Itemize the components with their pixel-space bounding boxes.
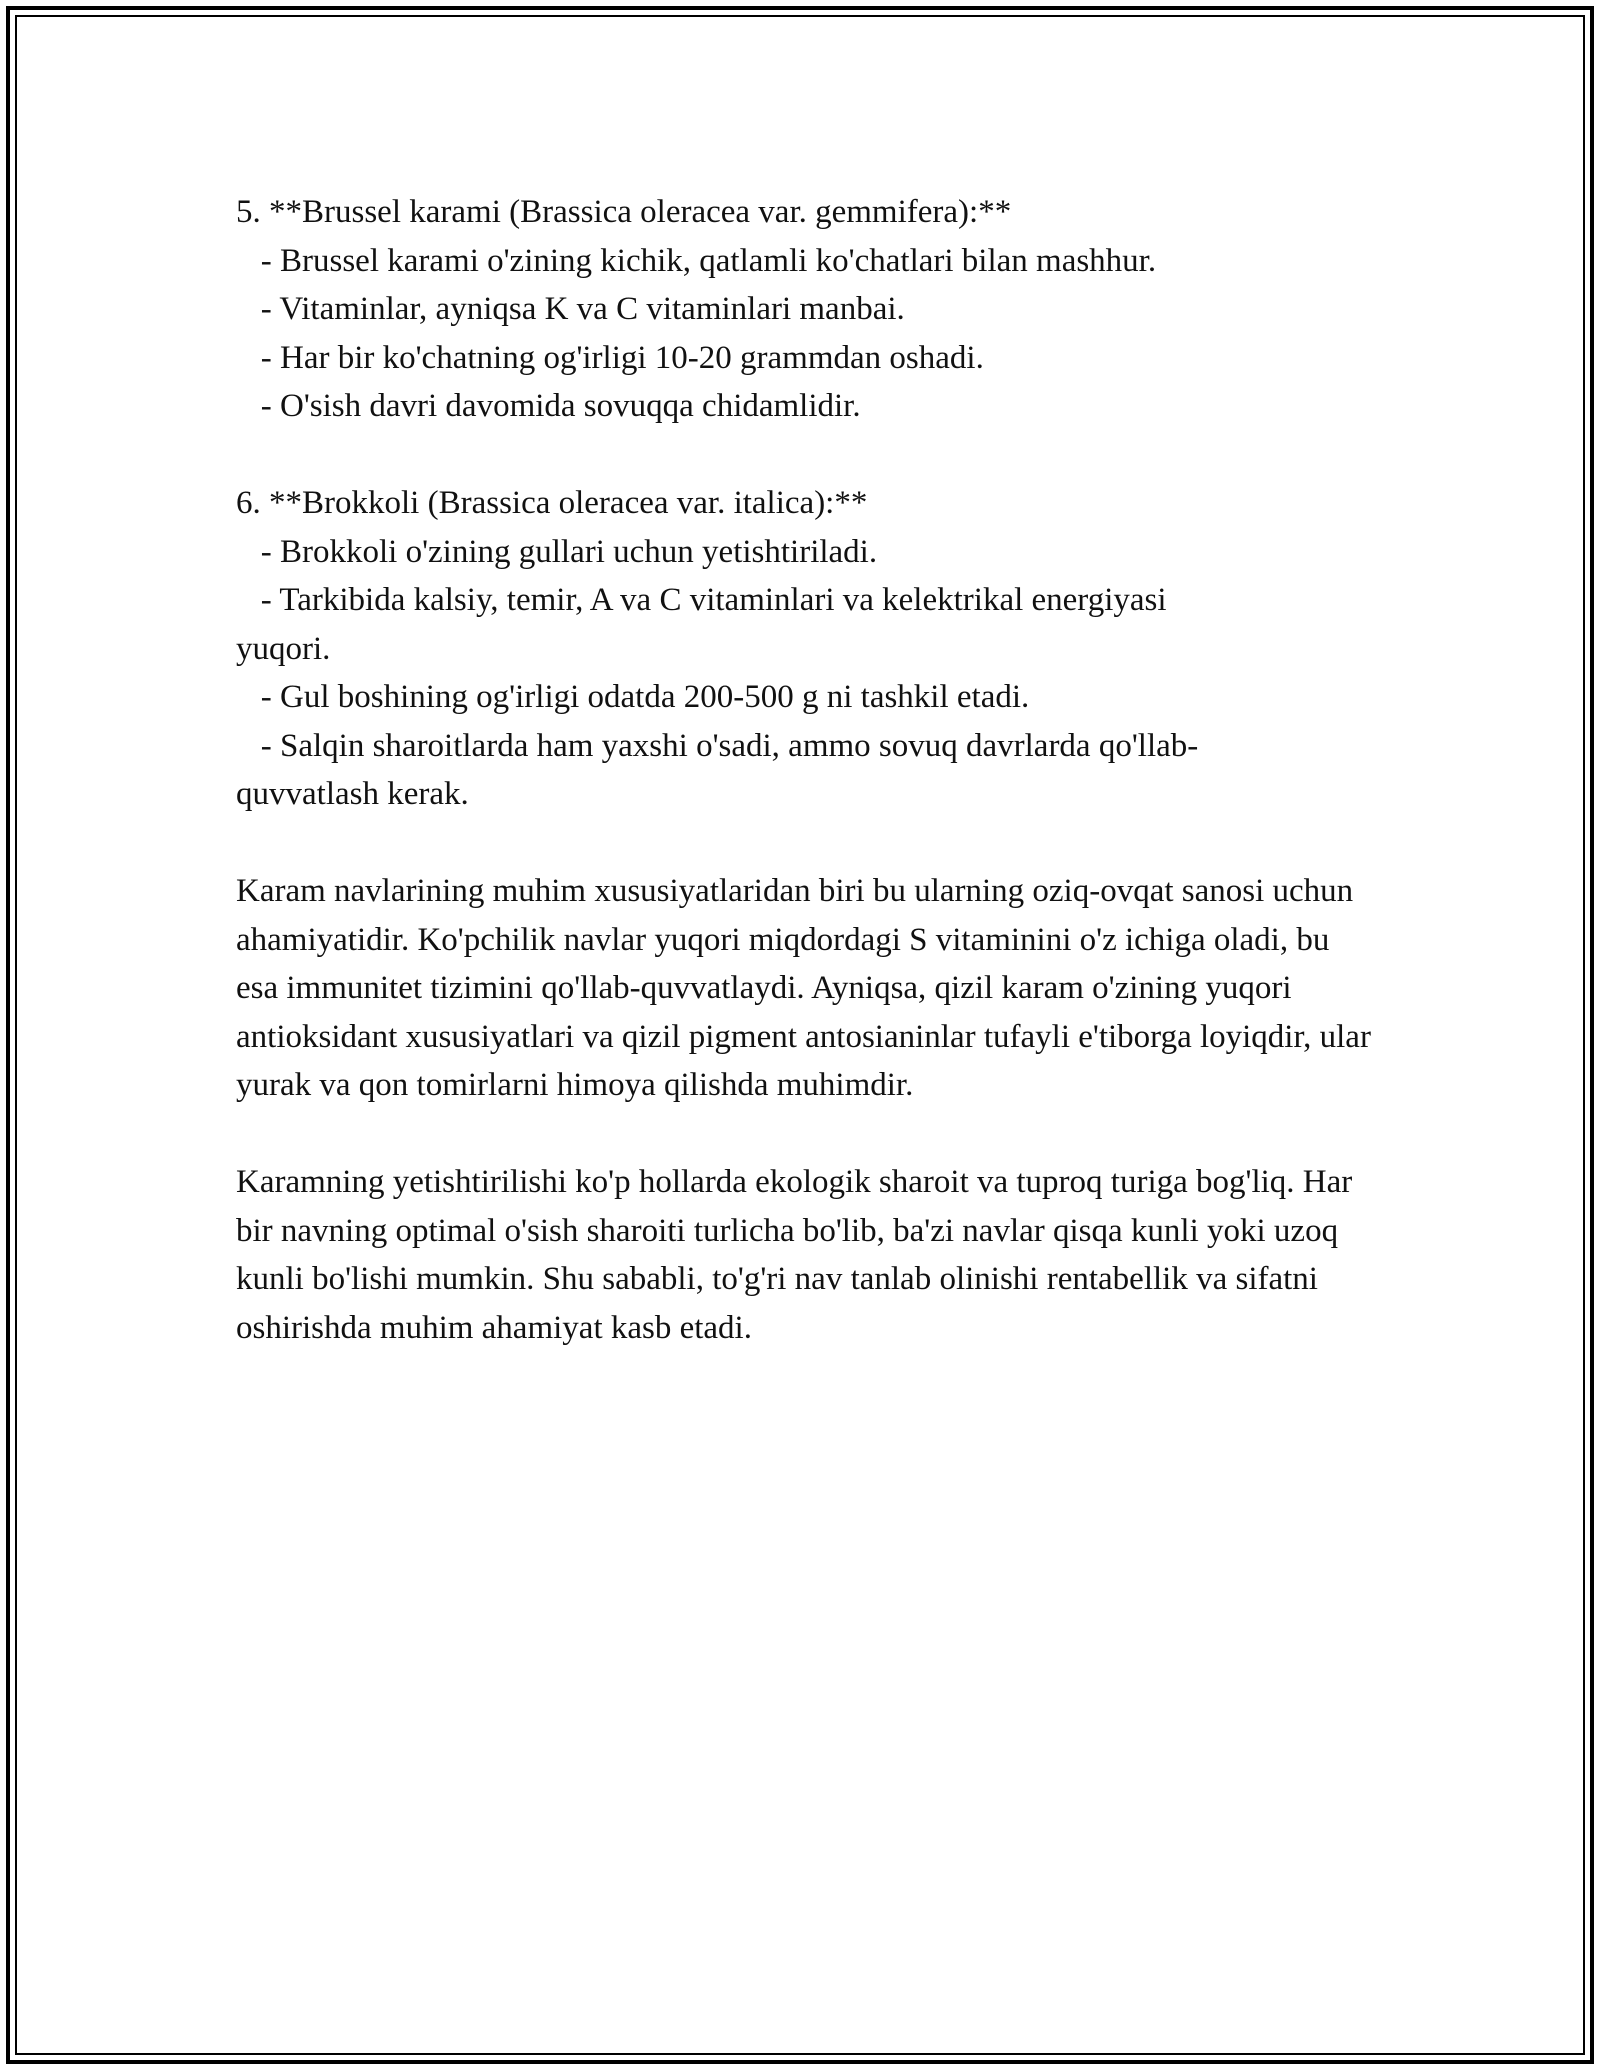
bullet-item: - Gul boshining og'irligi odatda 200-500 g ni tashkil etadi. <box>236 679 1030 715</box>
document-body <box>236 188 1376 1352</box>
bullet-item: - Tarkibida kalsiy, temir, A va C vitaminlari va kelektrikal energiyasi <box>236 582 1167 618</box>
bullet-item-continuation: quvvatlash kerak. <box>236 776 469 812</box>
bullet-item: - Brussel karami o'zining kichik, qatlamli ko'chatlari bilan mashhur. <box>236 242 1157 279</box>
section-brokkoli <box>236 479 1376 819</box>
spacer <box>236 431 1376 480</box>
bullet-item: - Har bir ko'chatning og'irligi 10-20 grammdan oshadi. <box>236 339 984 376</box>
spacer <box>236 819 1376 868</box>
body-paragraph: Karam navlarining muhim xususiyatlaridan biri bu ularning oziq-ovqat sanosi uchun ahamiyatidir. Ko'pchilik navlar yuqori miqdordagi S vitaminini o'z ichiga oladi, bu esa immunitet tizimini qo'llab-quvvatlaydi. Ayniqsa, qizil karam o'zining yuqori antioksidant xususiyatlari va qizil pigment antosianinlar tufayli e'tiborga loyiqdir, ular yurak va qon tomirlarni himoya qilishda muhimdir. <box>236 873 1371 1103</box>
bullet-item-continuation: yuqori. <box>236 630 331 667</box>
section-heading: 6. **Brokkoli (Brassica oleracea var. italica):** <box>236 485 868 521</box>
bullet-item: - O'sish davri davomida sovuqqa chidamlidir. <box>236 388 861 424</box>
spacer <box>236 1110 1376 1159</box>
body-paragraph: Karamning yetishtirilishi ko'p hollarda ekologik sharoit va tuproq turiga bog'liq. Har bir navning optimal o'sish sharoiti turlicha bo'lib, ba'zi navlar qisqa kunli yoki uzoq kunli bo'lishi mumkin. Shu sababli, to'g'ri nav tanlab olinishi rentabellik va sifatni oshirishda muhim ahamiyat kasb etadi. <box>236 1164 1353 1346</box>
bullet-item: - Vitaminlar, ayniqsa K va C vitaminlari manbai. <box>236 291 905 327</box>
section-heading: 5. **Brussel karami (Brassica oleracea var. gemmifera):** <box>236 194 1012 230</box>
section-brussel-karami <box>236 188 1376 431</box>
bullet-item: - Salqin sharoitlarda ham yaxshi o'sadi, ammo sovuq davrlarda qo'llab- <box>236 727 1199 764</box>
bullet-item: - Brokkoli o'zining gullari uchun yetishtiriladi. <box>236 533 878 570</box>
